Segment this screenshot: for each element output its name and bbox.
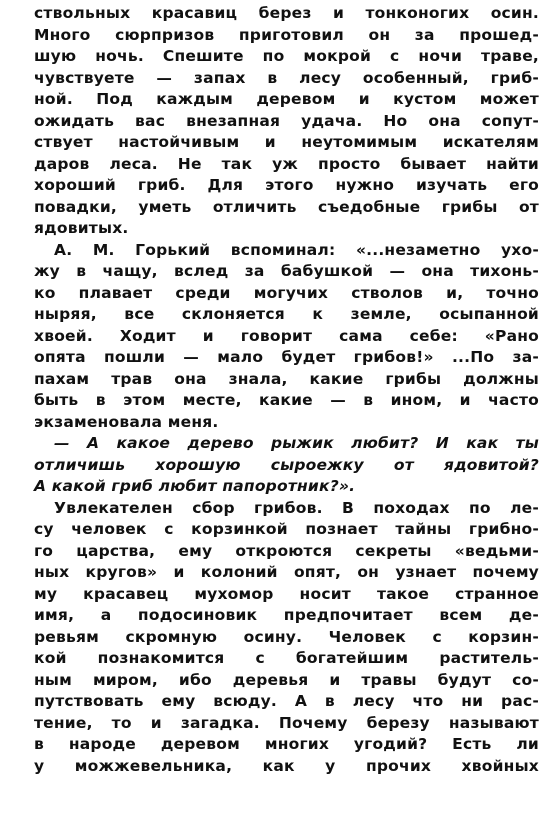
- text-line: ных кругов» и колоний опят, он узнает почему: [34, 563, 539, 581]
- text-line: ствует настойчивым и неутомимым искателям: [34, 133, 539, 151]
- text-line: хороший гриб. Для этого нужно изучать его: [34, 176, 539, 194]
- text-line: — А какое дерево рыжик любит? И как ты: [54, 434, 539, 452]
- text-line: жу в чащу, вслед за бабушкой — она тихонь-: [34, 262, 539, 280]
- text-line: хвоей. Ходит и говорит сама себе: «Рано: [34, 326, 539, 345]
- paragraph-3-quote: [34, 433, 539, 498]
- text-line: А какой гриб любит папоротник?».: [34, 477, 356, 495]
- text-line: имя, а подосиновик предпочитает всем де-: [34, 606, 539, 624]
- text-line: шую ночь. Спешите по мокрой с ночи траве,: [34, 47, 539, 65]
- text-line: повадки, уметь отличить съедобные грибы от: [34, 197, 539, 216]
- paragraph-4: [34, 498, 539, 778]
- text-line: в народе деревом многих угодий? Есть ли: [34, 735, 539, 753]
- text-line: ревьям скромную осину. Человек с корзин-: [34, 627, 539, 646]
- text-line: му красавец мухомор носит такое странное: [34, 584, 539, 603]
- text-line: экзаменовала меня.: [34, 412, 219, 431]
- text-line: ко плавает среди могучих стволов и, точно: [34, 283, 539, 302]
- text-line: чувствуете — запах в лесу особенный, гриб-: [34, 68, 539, 87]
- text-line: Увлекателен сбор грибов. В походах по ле-: [54, 498, 539, 517]
- text-line: быть в этом месте, какие — в ином, и часто: [34, 391, 539, 409]
- text-line: даров леса. Не так уж просто бывает найти: [34, 154, 539, 173]
- text-line: су человек с корзинкой познает тайны грибно-: [34, 520, 539, 538]
- text-line: ным миром, ибо деревья и травы будут со-: [34, 670, 539, 689]
- text-line: путствовать ему всюду. А в лесу что ни рас-: [34, 692, 539, 710]
- text-line: опята пошли — мало будет грибов!» ...По за-: [34, 348, 539, 366]
- text-line: пахам трав она знала, какие грибы должны: [34, 369, 539, 388]
- text-line: ствольных красавиц берез и тонконогих осин.: [34, 4, 539, 22]
- text-line: А. М. Горький вспоминал: «...незаметно ухо-: [54, 240, 539, 259]
- text-line: кой познакомится с богатейшим раститель-: [34, 649, 539, 667]
- text-line: ныряя, все склоняется к земле, осыпанной: [34, 305, 539, 323]
- text-line: ожидать вас внезапная удача. Но она сопут-: [34, 111, 539, 130]
- text-line: тение, то и загадка. Почему березу называют: [34, 713, 539, 732]
- paragraph-2: [34, 240, 539, 434]
- text-line: у можжевельника, как у прочих хвойных: [34, 756, 539, 775]
- text-line: ной. Под каждым деревом и кустом может: [34, 90, 539, 108]
- text-line: ядовитых.: [34, 219, 129, 237]
- text-line: Много сюрпризов приготовил он за прошед-: [34, 25, 539, 44]
- paragraph-1: [34, 3, 539, 240]
- text-line: отличишь хорошую сыроежку от ядовитой?: [34, 455, 539, 474]
- text-line: го царства, ему откроются секреты «ведьми-: [34, 541, 539, 560]
